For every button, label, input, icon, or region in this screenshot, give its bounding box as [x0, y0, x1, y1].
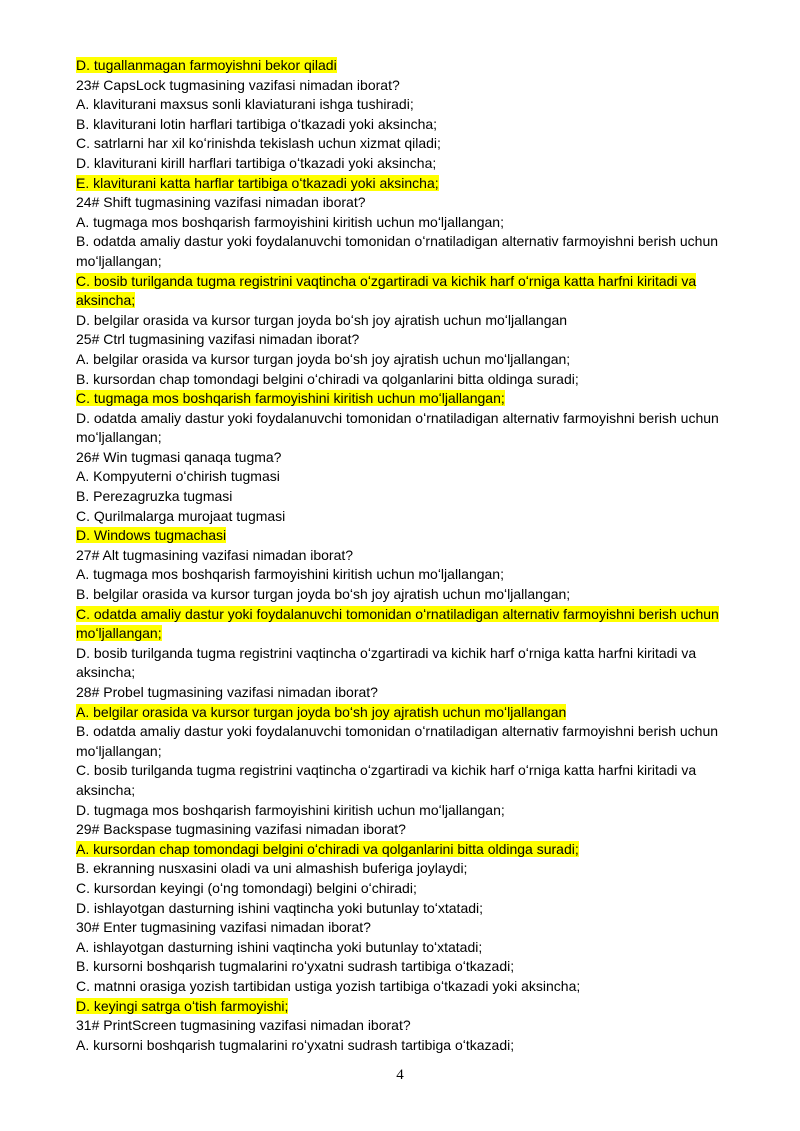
question-line: [76, 1016, 726, 1036]
line-text: D. belgilar orasida va kursor turgan joyda boʻsh joy ajratish uchun moʻljallangan: [76, 311, 568, 328]
answer-option-correct: [76, 56, 726, 76]
line-text: D. odatda amaliy dastur yoki foydalanuvchi tomonidan oʻrnatiladigan alternativ farmoyishni berish uchun moʻljallangan;: [76, 409, 719, 446]
line-text: D. klaviturani kirill harflari tartibiga oʻtkazadi yoki aksincha;: [76, 154, 437, 171]
answer-option: [76, 370, 726, 390]
line-text: B. klaviturani lotin harflari tartibiga oʻtkazadi yoki aksincha;: [76, 115, 438, 132]
answer-option-correct: [76, 389, 726, 409]
answer-option-correct: [76, 272, 726, 311]
line-text: D. bosib turilganda tugma registrini vaqtincha oʻzgartiradi va kichik harf oʻrniga katta harfni kiritadi va aksincha;: [76, 644, 697, 681]
line-text: 27# Alt tugmasining vazifasi nimadan iborat?: [76, 546, 354, 563]
line-text: B. odatda amaliy dastur yoki foydalanuvchi tomonidan oʻrnatiladigan alternativ farmoyishni berish uchun moʻljallangan;: [76, 233, 719, 269]
answer-option: [76, 722, 726, 761]
line-text: B. Perezagruzka tugmasi: [76, 488, 233, 505]
line-text: A. belgilar orasida va kursor turgan joyda boʻsh joy ajratish uchun moʻljallangan;: [76, 350, 571, 367]
line-text: 29# Backspase tugmasining vazifasi nimadan iborat?: [76, 821, 406, 838]
line-text: C. bosib turilganda tugma registrini vaqtincha oʻzgartiradi va kichik harf oʻrniga katta harfni kiritadi va aksincha;: [76, 272, 697, 309]
line-text: A. ishlayotgan dasturning ishini vaqtincha yoki butunlay toʻxtatadi;: [76, 938, 483, 955]
line-text: D. keyingi satrga oʻtish farmoyishi;: [76, 997, 289, 1014]
answer-option: [76, 938, 726, 958]
line-text: D. ishlayotgan dasturning ishini vaqtincha yoki butunlay toʻxtatadi;: [76, 899, 484, 916]
line-text: D. Windows tugmachasi: [76, 527, 227, 544]
line-text: C. Qurilmalarga murojaat tugmasi: [76, 507, 286, 524]
answer-option: [76, 565, 726, 585]
answer-option: [76, 409, 726, 448]
line-text: E. klaviturani katta harflar tartibiga oʻtkazadi yoki aksincha;: [76, 174, 439, 191]
answer-option-correct: [76, 174, 726, 194]
question-line: [76, 76, 726, 96]
line-text: 23# CapsLock tugmasining vazifasi nimadan iborat?: [76, 76, 400, 93]
line-text: C. odatda amaliy dastur yoki foydalanuvchi tomonidan oʻrnatiladigan alternativ farmoyishni berish uchun moʻljallangan;: [76, 605, 719, 642]
question-line: [76, 820, 726, 840]
answer-option-correct: [76, 840, 726, 860]
page-number: 4: [396, 1067, 404, 1083]
answer-option: [76, 467, 726, 487]
answer-option: [76, 134, 726, 154]
answer-option: [76, 859, 726, 879]
answer-option-correct: [76, 703, 726, 723]
line-text: B. ekranning nusxasini oladi va uni almashish buferiga joylaydi;: [76, 860, 468, 877]
question-line: [76, 918, 726, 938]
answer-option: [76, 507, 726, 527]
line-text: A. tugmaga mos boshqarish farmoyishini kiritish uchun moʻljallangan;: [76, 566, 504, 583]
answer-option: [76, 311, 726, 331]
line-text: B. odatda amaliy dastur yoki foydalanuvchi tomonidan oʻrnatiladigan alternativ farmoyishni berish uchun moʻljallangan;: [76, 723, 719, 759]
line-text: A. kursordan chap tomondagi belgini oʻchiradi va qolganlarini bitta oldinga suradi;: [76, 840, 579, 857]
line-text: 31# PrintScreen tugmasining vazifasi nimadan iborat?: [76, 1017, 411, 1034]
line-text: D. tugallanmagan farmoyishni bekor qiladi: [76, 57, 337, 73]
answer-option: [76, 487, 726, 507]
line-text: 28# Probel tugmasining vazifasi nimadan iborat?: [76, 684, 378, 700]
line-text: 24# Shift tugmasining vazifasi nimadan iborat?: [76, 194, 366, 211]
answer-option: [76, 899, 726, 919]
answer-option: [76, 232, 726, 271]
line-text: D. tugmaga mos boshqarish farmoyishini kiritish uchun moʻljallangan;: [76, 801, 505, 818]
question-line: [76, 683, 726, 703]
answer-option: [76, 1036, 726, 1056]
line-text: A. belgilar orasida va kursor turgan joyda boʻsh joy ajratish uchun moʻljallangan: [76, 703, 567, 720]
line-text: B. belgilar orasida va kursor turgan joyda boʻsh joy ajratish uchun moʻljallangan;: [76, 586, 571, 603]
answer-option-correct: [76, 605, 726, 644]
answer-option-correct: [76, 526, 726, 546]
question-line: [76, 546, 726, 566]
answer-option-correct: [76, 997, 726, 1017]
line-text: C. matnni orasiga yozish tartibidan ustiga yozish tartibiga oʻtkazadi yoki aksincha;: [76, 977, 581, 994]
line-text: 25# Ctrl tugmasining vazifasi nimadan iborat?: [76, 331, 360, 348]
line-text: 26# Win tugmasi qanaqa tugma?: [76, 448, 282, 465]
line-text: C. tugmaga mos boshqarish farmoyishini kiritish uchun moʻljallangan;: [76, 390, 505, 407]
line-text: A. klaviturani maxsus sonli klaviaturani ishga tushiradi;: [76, 96, 414, 113]
answer-option: [76, 957, 726, 977]
answer-option: [76, 801, 726, 821]
line-text: B. kursordan chap tomondagi belgini oʻchiradi va qolganlarini bitta oldinga suradi;: [76, 370, 579, 387]
answer-option: [76, 115, 726, 135]
line-text: A. Kompyuterni oʻchirish tugmasi: [76, 468, 280, 485]
answer-option: [76, 761, 726, 800]
answer-option: [76, 585, 726, 605]
line-text: C. bosib turilganda tugma registrini vaqtincha oʻzgartiradi va kichik harf oʻrniga katta harfni kiritadi va aksincha;: [76, 762, 697, 798]
line-text: A. kursorni boshqarish tugmalarini roʻyxatni sudrash tartibiga oʻtkazadi;: [76, 1036, 515, 1053]
line-text: C. kursordan keyingi (oʻng tomondagi) belgini oʻchiradi;: [76, 879, 417, 896]
answer-option: [76, 879, 726, 899]
line-text: C. satrlarni har xil koʻrinishda tekislash uchun xizmat qiladi;: [76, 135, 441, 152]
question-line: [76, 330, 726, 350]
answer-option: [76, 977, 726, 997]
answer-option: [76, 95, 726, 115]
line-text: B. kursorni boshqarish tugmalarini roʻyxatni sudrash tartibiga oʻtkazadi;: [76, 958, 515, 975]
line-text: A. tugmaga mos boshqarish farmoyishini kiritish uchun moʻljallangan;: [76, 213, 504, 230]
line-text: 30# Enter tugmasining vazifasi nimadan iborat?: [76, 919, 371, 936]
answer-option: [76, 154, 726, 174]
answer-option: [76, 350, 726, 370]
question-line: [76, 193, 726, 213]
answer-option: [76, 644, 726, 683]
question-line: [76, 448, 726, 468]
answer-option: [76, 213, 726, 233]
document-body: [76, 56, 726, 1055]
